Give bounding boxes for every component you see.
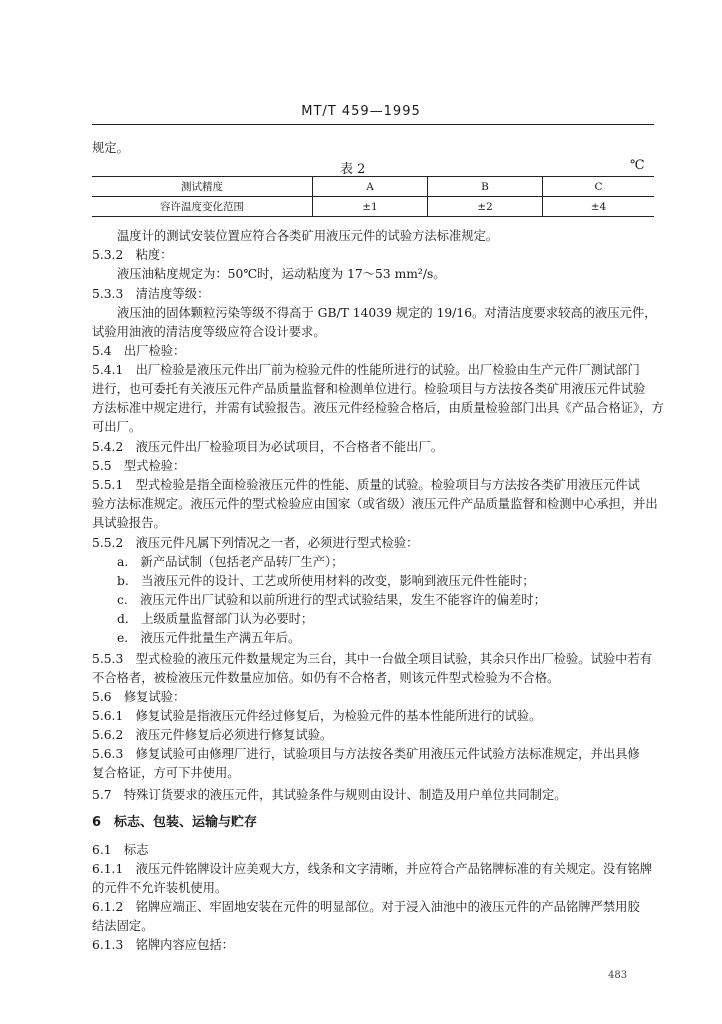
table-caption: 表 2: [340, 162, 366, 177]
table-unit: ℃: [630, 158, 645, 173]
table-cell: C: [542, 177, 654, 197]
clause-heading: 5.4 出厂检验：: [92, 344, 186, 358]
text-line: 5.7 特殊订货要求的液压元件，其试验条件与规则由设计、制造及用户单位共同制定。: [92, 788, 567, 802]
list-item: d. 上级质量监督部门认为必要时；: [117, 612, 314, 626]
list-item: a. 新产品试制（包括老产品转厂生产）；: [117, 555, 344, 569]
text-line: 结法固定。: [92, 919, 154, 933]
list-item: e. 液压元件批量生产满五年后。: [117, 631, 301, 645]
text-line: 方法标准中规定进行，并需有试验报告。液压元件经检验合格后，由质量检验部门出具《产品合格证》，方: [92, 401, 664, 415]
table-cell: ±1: [313, 197, 428, 217]
text-line: 6.1.2 铭牌应端正、牢固地安装在元件的明显部位。对于浸入油池中的液压元件的产品铭牌严禁用胶: [92, 900, 640, 914]
table-cell: 容许温度变化范围: [92, 197, 313, 217]
text-line: 5.5.2 液压元件凡属下列情况之一者，必须进行型式检验：: [92, 536, 419, 550]
text-line: 5.4.1 出厂检验是液压元件出厂前为检验元件的性能所进行的试验。出厂检验由生产元件厂测试部门: [92, 363, 640, 377]
text-line: 不合格者，被检液压元件数量应加倍。如仍有不合格者，则该元件型式检验为不合格。: [92, 671, 560, 685]
text-line: 验方法标准规定。液压元件的型式检验应由国家（或省级）液压元件产品质量监督和检测中心承担，并出: [92, 497, 658, 511]
text-line: 液压油粘度规定为：50℃时，运动粘度为 17～53 mm²/s。: [117, 267, 446, 281]
table-cell: A: [313, 177, 428, 197]
text-line: 5.4.2 液压元件出厂检验项目为必试项目，不合格者不能出厂。: [92, 440, 444, 454]
text-line: 5.5.3 型式检验的液压元件数量规定为三台，其中一台做全项目试验，其余只作出厂检验。试验中若有: [92, 652, 653, 666]
text-line: 的元件不允许装机使用。: [92, 881, 228, 895]
text-line: 进行，也可委托有关液压元件产品质量监督和检测单位进行。检验项目与方法按各类矿用液压元件试验: [92, 382, 646, 396]
text-line: 温度计的测试安装位置应符合各类矿用液压元件的试验方法标准规定。: [117, 229, 499, 243]
list-item: c. 液压元件出厂试验和以前所进行的型式试验结果，发生不能容许的偏差时；: [117, 593, 546, 607]
table-cell: ±2: [427, 197, 542, 217]
list-item: b. 当液压元件的设计、工艺或所使用材料的改变，影响到液压元件性能时；: [117, 574, 535, 588]
standard-code-header: MT/T 459—1995: [301, 104, 421, 119]
text-line: 复合格证，方可下井使用。: [92, 766, 240, 780]
clause-heading: 6.1 标志: [92, 843, 149, 857]
text-line: 5.6.2 液压元件修复后必须进行修复试验。: [92, 728, 333, 742]
intro-text: 规定。: [92, 141, 129, 155]
clause-heading: 6.1.3 铭牌内容应包括：: [92, 938, 234, 952]
text-line: 试验用油液的清洁度等级应符合设计要求。: [92, 325, 326, 339]
text-line: 5.6.3 修复试验可由修理厂进行，试验项目与方法按各类矿用液压元件试验方法标准规定，并出具修: [92, 747, 640, 761]
page-number: 483: [608, 970, 628, 981]
clause-heading: 5.3.2 粘度：: [92, 248, 173, 262]
text-line: 5.6.1 修复试验是指液压元件经过修复后，为检验元件的基本性能所进行的试验。: [92, 709, 542, 723]
table-cell: ±4: [542, 197, 654, 217]
table-2: [92, 176, 654, 217]
text-line: 具试验报告。: [92, 516, 166, 530]
clause-heading: 5.6 修复试验：: [92, 690, 186, 704]
table-row: [92, 177, 654, 197]
table-cell: 测试精度: [92, 177, 313, 197]
table-row: [92, 197, 654, 217]
header-rule: [92, 124, 654, 125]
clause-heading: 5.3.3 清洁度等级：: [92, 287, 210, 301]
text-line: 可出厂。: [92, 420, 142, 434]
table-cell: B: [427, 177, 542, 197]
text-line: 5.5.1 型式检验是指全面检验液压元件的性能、质量的试验。检验项目与方法按各类矿用液压元件试: [92, 478, 640, 492]
section-heading: 6 标志、包装、运输与贮存: [92, 815, 258, 830]
clause-heading: 5.5 型式检验：: [92, 459, 186, 473]
text-line: 6.1.1 液压元件铭牌设计应美观大方，线条和文字清晰，并应符合产品铭牌标准的有关规定。没有铭牌: [92, 862, 653, 876]
text-line: 液压油的固体颗粒污染等级不得高于 GB/T 14039 规定的 19/16。对清洁度要求较高的液压元件，: [117, 306, 657, 320]
